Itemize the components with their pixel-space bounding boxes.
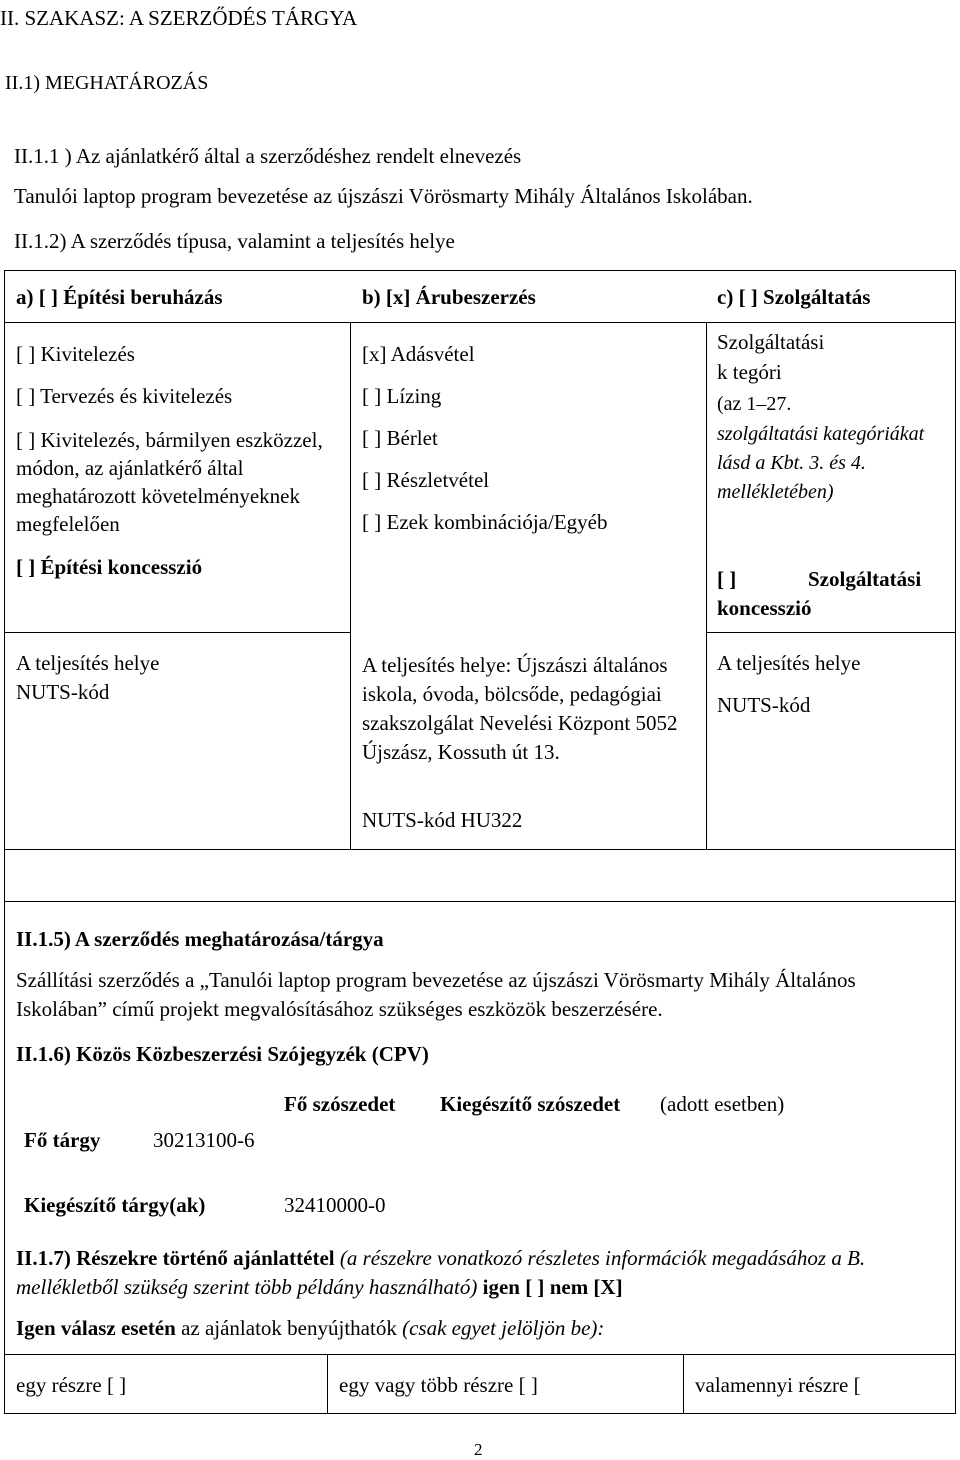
page-number: 2 bbox=[474, 1440, 483, 1459]
lower-frame-left bbox=[4, 902, 5, 1354]
col-b-item-1: [x] Adásvétel bbox=[362, 342, 475, 366]
kieg-targy-label: Kiegészítő tárgy(ak) bbox=[24, 1193, 206, 1217]
option-all-parts: valamennyi részre [ bbox=[695, 1373, 861, 1397]
col-b-nuts-text: NUTS-kód HU322 bbox=[362, 808, 523, 832]
option-one-part: egy részre [ ] bbox=[16, 1373, 127, 1397]
col-c-nuts-label: NUTS-kód bbox=[717, 693, 811, 717]
col-divider-1 bbox=[350, 322, 351, 850]
s116-heading: II.1.6) Közös Közbeszerzési Szójegyzék (CPV) bbox=[16, 1042, 429, 1066]
col-c-concession-word: Szolgáltatási bbox=[808, 567, 922, 591]
col-c-category-range: (az 1–27. bbox=[717, 393, 792, 415]
col-c-category-note: szolgáltatási kategóriákat lásd a Kbt. 3. és 4. mellékletében) bbox=[717, 423, 925, 503]
col-a-concession: [ ] Építési koncesszió bbox=[16, 555, 203, 579]
kieg-szoszedet-label: Kiegészítő szószedet bbox=[440, 1092, 621, 1116]
col-c-concession-line2: koncesszió bbox=[717, 596, 812, 620]
s115-text: Szállítási szerződés a „Tanulói laptop program bevezetése az újszászi Vörösmarty Mihály Általános Iskolában” című projekt megvalósításához szükséges eszközök beszerzésére. bbox=[16, 968, 856, 1021]
s117-paragraph bbox=[16, 1244, 952, 1302]
meghatarozas-heading: II.1) MEGHATÁROZÁS bbox=[5, 72, 209, 94]
parts-divider-1 bbox=[327, 1354, 328, 1414]
lower-frame-right bbox=[955, 902, 956, 1354]
col-a-place-label: A teljesítés helye bbox=[16, 651, 160, 675]
col-a-item-1: [ ] Kivitelezés bbox=[16, 342, 135, 366]
s115-heading: II.1.5) A szerződés meghatározása/tárgya bbox=[16, 927, 384, 951]
col-c-concession-box: [ ] bbox=[717, 567, 737, 591]
parts-divider-2 bbox=[683, 1354, 684, 1414]
section-title: II. SZAKASZ: A SZERZŐDÉS TÁRGYA bbox=[0, 6, 358, 30]
option-one-or-more-parts: egy vagy több részre [ ] bbox=[339, 1373, 538, 1397]
col-a-item-3: [ ] Kivitelezés, bármilyen eszközzel, módon, az ajánlatkérő által meghatározott követelményeknek megfelelően bbox=[16, 428, 323, 536]
s112-heading: II.1.2) A szerződés típusa, valamint a teljesítés helye bbox=[14, 229, 455, 253]
s117-answer-italic: (csak egyet jelöljön be): bbox=[402, 1316, 605, 1340]
s111-text: Tanulói laptop program bevezetése az újszászi Vörösmarty Mihály Általános Iskolában. bbox=[14, 184, 753, 208]
s117-heading: II.1.7) Részekre történő ajánlattétel bbox=[16, 1246, 335, 1270]
s117-nem: nem [X] bbox=[549, 1275, 623, 1299]
s117-answer-line bbox=[16, 1316, 604, 1340]
fo-targy-value: 30213100-6 bbox=[153, 1128, 255, 1152]
kieg-targy-value: 32410000-0 bbox=[284, 1193, 386, 1217]
col-c-category-line2: k tegóri bbox=[717, 360, 782, 384]
s111-heading: II.1.1 ) Az ajánlatkérő által a szerződéshez rendelt elnevezés bbox=[14, 144, 522, 168]
col-b-item-5: [ ] Ezek kombinációja/Egyéb bbox=[362, 510, 608, 534]
col-b-item-2: [ ] Lízing bbox=[362, 384, 442, 408]
col-divider-2 bbox=[706, 322, 707, 850]
col-a-header: a) [ ] Építési beruházás bbox=[16, 285, 223, 309]
col-b-header: b) [x] Árubeszerzés bbox=[362, 285, 536, 309]
col-a-place-divider bbox=[4, 632, 350, 633]
s117-igen: igen [ ] bbox=[482, 1275, 545, 1299]
s117-note: (a részekre vonatkozó részletes információk megadásához a B. mellékletből szükség szerint több példány használható) bbox=[16, 1246, 866, 1299]
col-c-place-label: A teljesítés helye bbox=[717, 651, 861, 675]
col-a-nuts-label: NUTS-kód bbox=[16, 680, 110, 704]
table-header-divider bbox=[4, 322, 956, 323]
col-c-place-divider bbox=[706, 632, 956, 633]
col-b-place-text: A teljesítés helye: Újszászi általános iskola, óvoda, bölcsőde, pedagógiai szakszolgálat Nevelési Központ 5052 Újszász, Kossuth út 13. bbox=[362, 653, 678, 764]
fo-szoszedet-label: Fő szószedet bbox=[284, 1092, 396, 1116]
col-c-category-line1: Szolgáltatási bbox=[717, 330, 825, 354]
kieg-szoszedet-note: (adott esetben) bbox=[660, 1092, 785, 1116]
col-b-item-4: [ ] Részletvétel bbox=[362, 468, 490, 492]
table-bottom-divider bbox=[4, 849, 956, 850]
col-a-item-2: [ ] Tervezés és kivitelezés bbox=[16, 384, 233, 408]
s117-answer-text: az ajánlatok benyújthatók bbox=[181, 1316, 397, 1340]
col-c-header: c) [ ] Szolgáltatás bbox=[717, 285, 871, 309]
col-b-item-3: [ ] Bérlet bbox=[362, 426, 438, 450]
s117-answer-bold: Igen válasz esetén bbox=[16, 1316, 176, 1340]
fo-targy-label: Fő tárgy bbox=[24, 1128, 101, 1152]
